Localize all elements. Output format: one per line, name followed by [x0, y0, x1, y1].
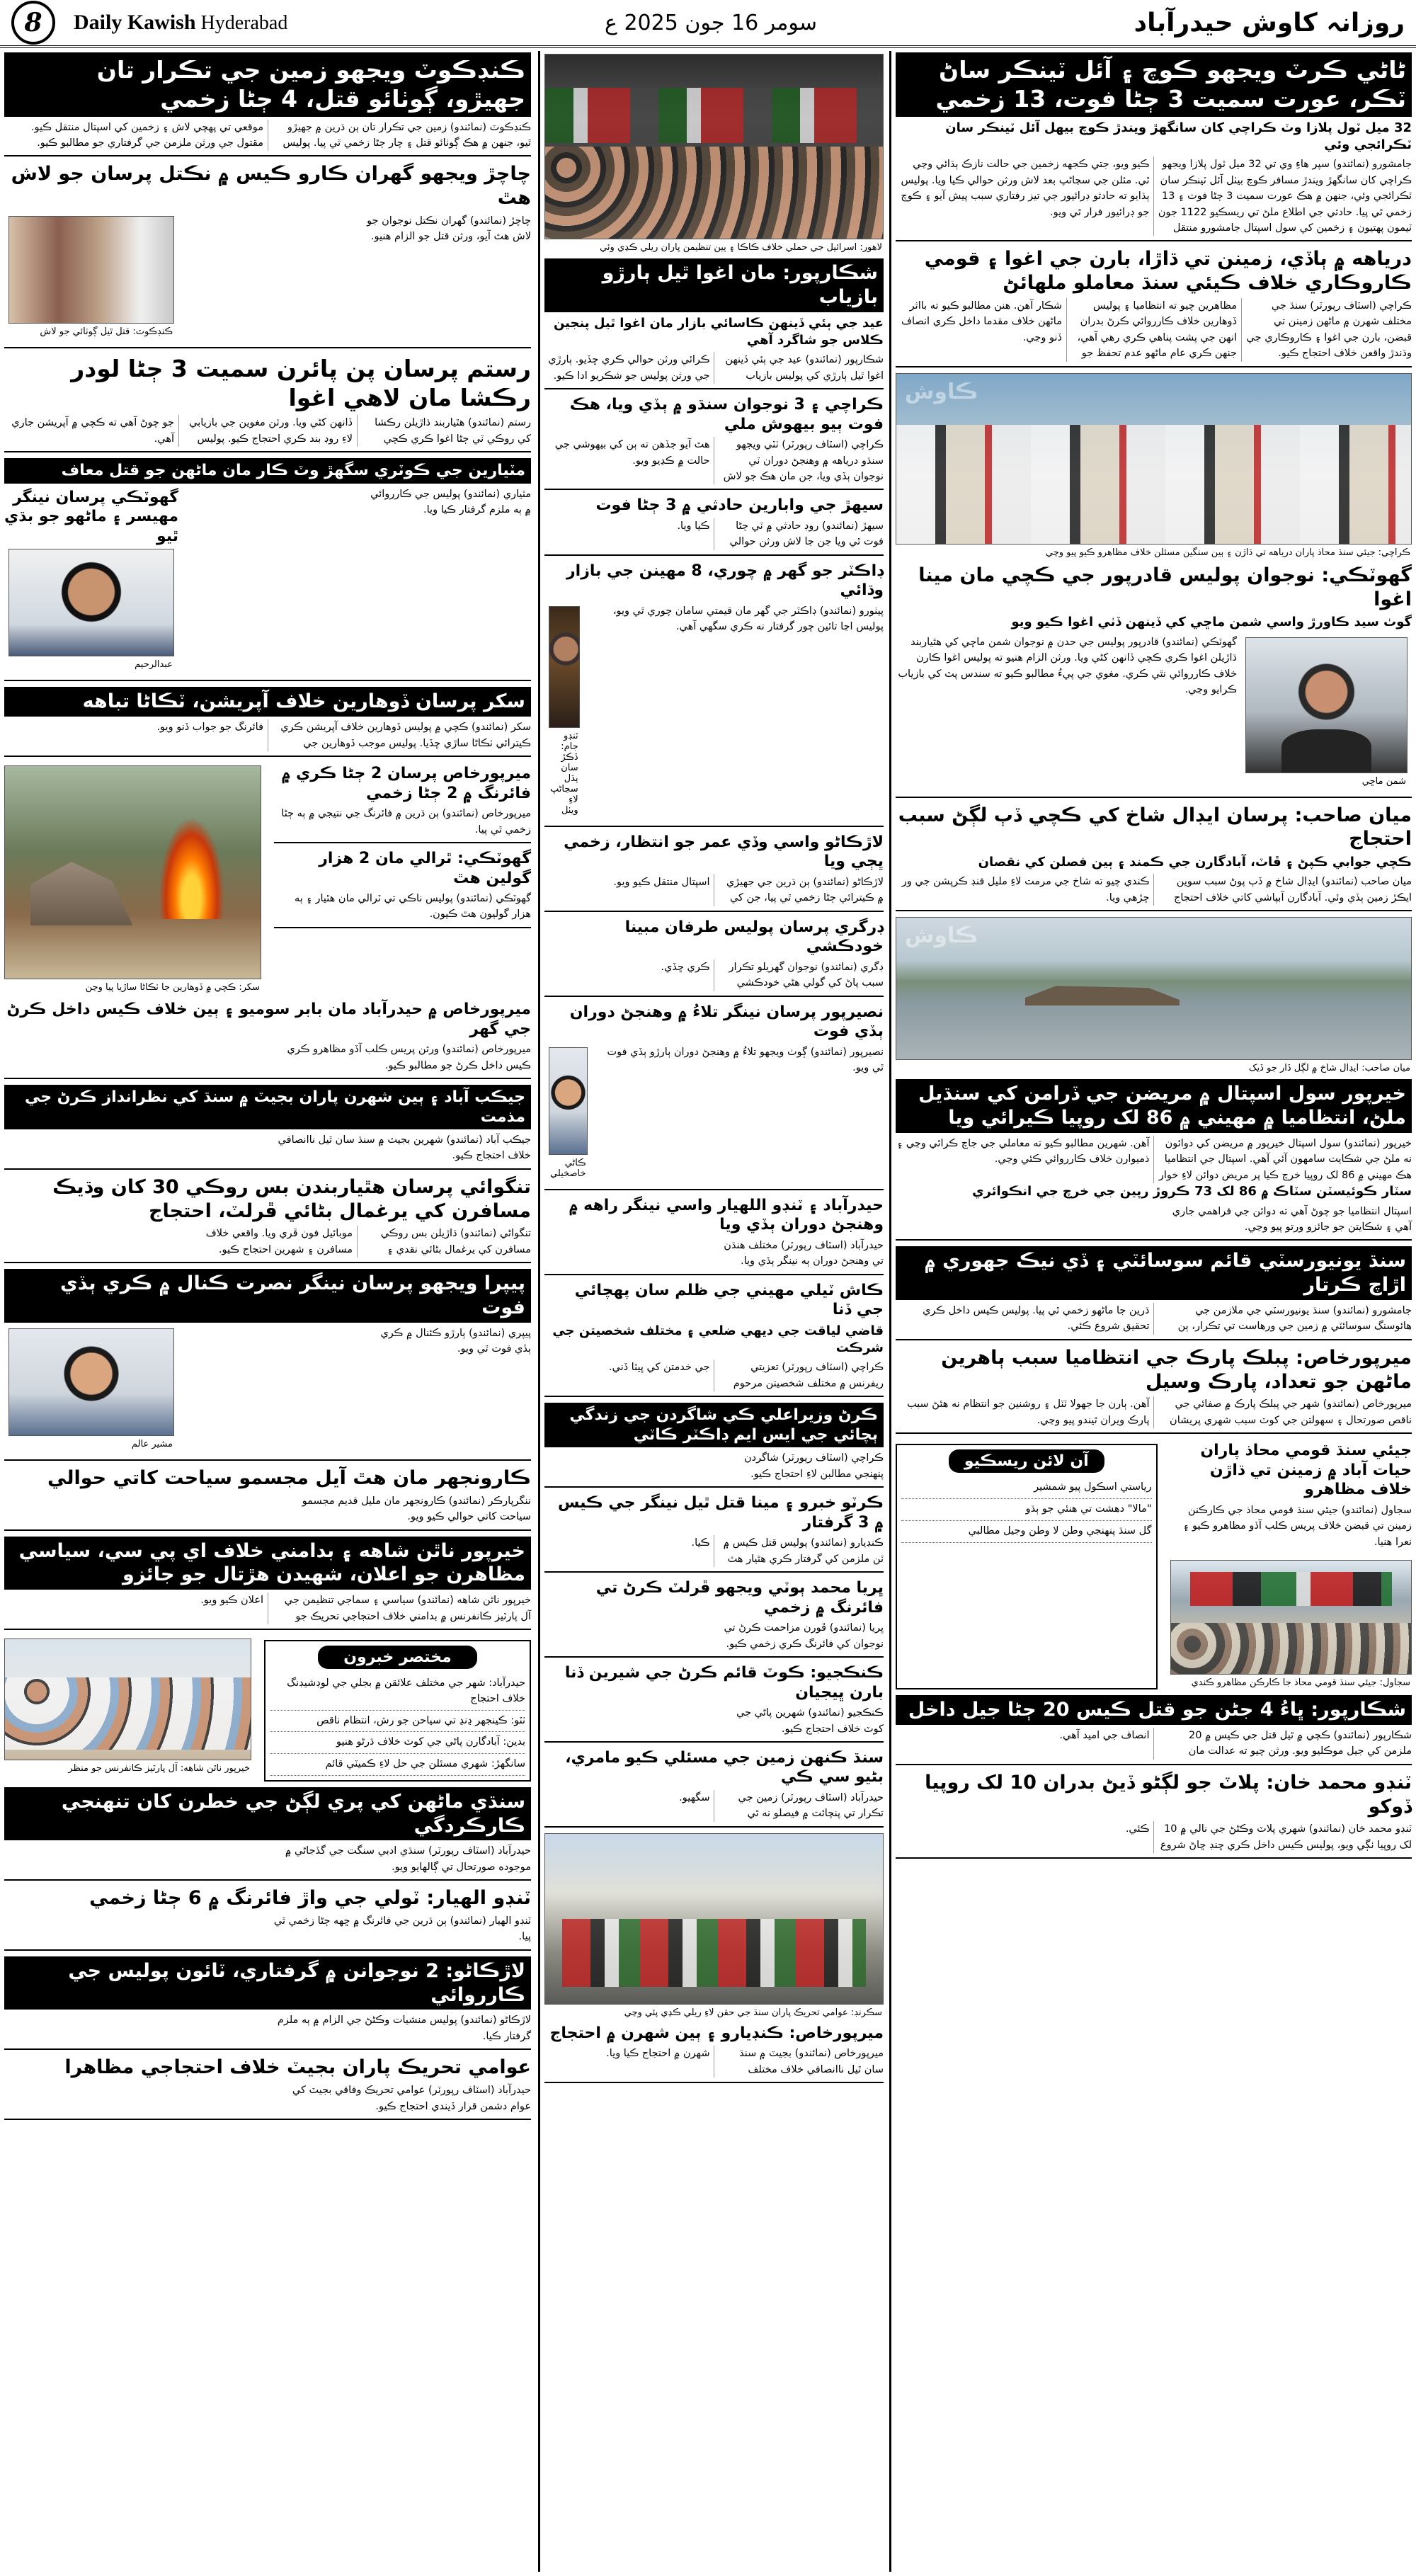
story-row [544, 603, 884, 821]
issue-date: سومر 16 جون 2025 ع [605, 10, 817, 35]
notice-title: آن لائن ريسڪيو [949, 1449, 1104, 1473]
story-drowned [544, 395, 884, 490]
subheadline: 32 ميل ٽول پلازا وٽ ڪراچي کان سانگهڙ ويندڙ ڪوچ بيهل آئل ٽينڪر سان ٽڪرائجي وئي [945, 120, 1412, 152]
masthead-left [11, 1, 287, 45]
story-body: مٽياري (نمائندو) پوليس جي ڪارروائي ۾ ٻه ملزم گرفتار ڪيا ويا. [370, 488, 531, 516]
photo-caption: مشير عالم [131, 1438, 173, 1449]
column-left [0, 51, 535, 2572]
brief-item: حيدرآباد: شهر جي مختلف علائقن ۾ بجلي جي لوڊشيڊنگ خلاف احتجاج [270, 1673, 525, 1711]
portrait-caption: شمن ماڇي [1361, 775, 1406, 787]
story-matiari [4, 458, 531, 681]
photo-child [549, 1047, 588, 1155]
story-bhiria [544, 1578, 884, 1658]
story-khairpur-apc [4, 1537, 531, 1630]
story-body: جامشورو (نمائندو) سنڌ يونيورسٽي جي ملازمن جي هائوسنگ سوسائٽي ۾ زمين جي ورهاست تي تڪرار، ٻن ڌرين جا ماڻهو زخمي ٿي پيا. پوليس ڪيس داخل ڪري تحقيق شروع ڪئي. [923, 1304, 1412, 1333]
photo-canal [896, 917, 1412, 1060]
story-body: جامشورو (نمائندو) سپر هاءِ وي تي 32 ميل ٽول پلازا ويجهو ڪراچي کان سانگهڙ ويندڙ مسافر ڪوچ بيٺل آئل ٽينڪر سان ٽڪرائجي وئي، جنهن ۾ هڪ عورت سميت 3 ڄڻا فوت ۽ 13 زخمي ٿي پيا. حادثي جي اطلاع ملڻ تي ريسڪيو 1122 جون ٽيمون پهتيون ۽ زخمين کي سول اسپتال جامشورو منتقل ڪيو ويو، جتي ڪجهه زخمين جي حالت نازڪ ٻڌائي وڃي ٿي. مئلن جي سڃاڻپ بعد لاش ورثن حوالي ڪيا ويا. پوليس ٻڌايو ته حادثو ڊرائيور جي تيز رفتاري سبب پيش آيو ۽ ڪوچ جو ڊرائيور فرار ٿي ويو. [901, 159, 1412, 234]
story-body: نصيرپور (نمائندو) ڳوٺ ويجهو تلاءُ ۾ وهنجڻ دوران ٻارڙو ٻڏي فوت ٿي ويو. [607, 1046, 884, 1074]
brief-item: سانگهڙ: شهري مسئلن جي حل لاءِ ڪميٽي قائم [270, 1754, 525, 1776]
headline: جيئي سنڌ قومي محاذ پاران حيات آباد ۾ زمينن تي ڌاڙن خلاف مظاهرو [1200, 1442, 1412, 1499]
headline: ڪرڻ وزيراعلي ڪي شاگردن جي زندگي ٻچائي جي ايس ايم ڊاڪٽر ڪاٽي [544, 1403, 884, 1447]
story-jacobabad-budget [4, 1085, 531, 1170]
photo-chained-man [549, 606, 580, 728]
photo-caption: سڪرنڊ: عوامي تحريڪ پاران سنڌ جي حقن لاءِ ريلي ڪڍي پئي وڃي [624, 2007, 882, 2018]
story-body: ميان صاحب (نمائندو) ايڊال شاخ ۾ ڏٻ پوڻ سبب سوين ايڪڙ زمين ٻڏي وئي. آبادگارن آبپاشي کاتي خلاف احتجاج ڪندي چيو ته شاخ جي مرمت لاءِ مليل فنڊ ڪرپشن جي ور چڙهي ويا. [901, 876, 1412, 904]
portrait-photo [1245, 637, 1408, 773]
story-body: ڪنڪجيو (نمائندو) شهرين پاڻي جي کوٽ خلاف احتجاج ڪيو. [736, 1707, 884, 1735]
story-arrests [544, 1493, 884, 1573]
story-body: شڪارپور (نمائندو) عيد جي ٻئي ڏينهن اغوا ٿيل ٻارڙي کي پوليس بازياب ڪرائي ورثن حوالي ڪري ڇڏيو. ٻارڙي جي ورثن پوليس جو شڪريو ادا ڪيو. [548, 354, 884, 382]
column-right [889, 51, 1416, 2572]
story-row [544, 1044, 884, 1185]
story-body: حيدرآباد (اسٽاف رپورٽر) سنڌي ادبي سنگت جي گڏجاڻي ۾ موجوده صورتحال تي ڳالهايو ويو. [285, 1845, 531, 1873]
story-body: ڀريا (نمائندو) ڦورن مزاحمت ڪرڻ تي نوجوان کي فائرنگ ڪري زخمي ڪيو. [724, 1622, 884, 1650]
headline: خيرپور سول اسپتال ۾ مريضن جي ڏرامن کي سنڌيل ملڻ، انتظاميا ۾ مهيني ۾ 86 لک روپيا ڪيرائي ويا [896, 1079, 1412, 1133]
headline: شڪارپور: مان اغوا ٿيل ٻارڙو بازياب [544, 258, 884, 312]
headline: ميرپورخاص ۾ حيدرآباد مان بابر سوميو ۽ ٻين خلاف ڪيس داخل ڪرڻ جي گهر [6, 1001, 531, 1038]
story-sindhi-adabi [4, 1787, 531, 1881]
headline: جيڪب آباد ۽ ٻين شهرن پاران بجيٽ ۾ سنڌ کي نظرانداز ڪرڻ جي مذمت [4, 1085, 531, 1129]
photo-caption: ميان صاحب: ايڊال شاخ ۾ لڳل ڏار جو ڏيک [1248, 1063, 1410, 1074]
story-pipri-drown [4, 1269, 531, 1461]
story-mirpurkhas-park [896, 1346, 1412, 1434]
headline: لاڙڪاڻو: 2 نوجوانن ۾ گرفتاري، ٽائون پوليس جي ڪارروائي [4, 1956, 531, 2010]
subheadline: قاضي لياقت جي ديهي ضلعي ۽ مختلف شخصيتن جي شرڪت [552, 1323, 884, 1355]
story-protest-jsm [896, 247, 1412, 367]
subheadline: ڪچي جوابي ڪپڻ ۽ ڦاٽ، آبادگارن جي ڪمند ۽ ٻين فصلن کي نقصان [978, 855, 1412, 870]
story-top-accident [896, 52, 1412, 241]
story-body: ڪراچي (اسٽاف رپورٽر) سنڌ جي مختلف شهرن ۾ ماڻهن زمينن تي قبضن، بارن جي اغوا ۽ ڪاروڪاري جي وڌندڙ واقعن خلاف احتجاج ڪيو. مظاهرين چيو ته انتظاميا ۽ پوليس ڏوهارين خلاف ڪارروائي ڪرڻ بدران انهن جي پشت پناهي ڪري رهي آهي، جنهن ڪري عام ماڻهو عدم تحفظ جو شڪار آهن. هنن مطالبو ڪيو ته بااثر ماڻهن خلاف مقدما داخل ڪري انصاف ڏنو وڃي. [901, 300, 1412, 360]
story-hyderabad-drown [544, 1196, 884, 1275]
row-fire-briefs [0, 763, 535, 998]
story-mirpurkhas-firing [274, 764, 531, 843]
story-body: چاچڙ (نمائندو) گهران نڪتل نوجوان جو لاش هٿ آيو، ورثن قتل جو الزام هنيو. [367, 215, 531, 243]
headline: سنڌ ڪنهن زمين جي مسئلي ڪيو مامري، بڻيو سي ڪي [565, 1748, 884, 1786]
watermark-logo: ڪاوش [905, 923, 978, 949]
story-body: ڪنڊڪوٽ (نمائندو) زمين جي تڪرار تان ٻن ڌرين ۾ جهيڙو ٿيو، جنهن ۾ هڪ ڳوٺائو قتل ۽ چار ڄڻا زخمي ٿي پيا. پوليس موقعي تي پهچي لاش ۽ زخمين کي اسپتال منتقل ڪيو. مقتول جي ورثن ملزمن جي گرفتاري جو مطالبو ڪيو. [30, 121, 531, 149]
notice-box [896, 1444, 1158, 1689]
brief-item: بدين: آبادگارن پاڻي جي کوٽ خلاف ڌرڻو هنيو [270, 1732, 525, 1754]
headline: ڪنڪجيو: ڪوٽ قائم ڪرڻ جي شيرين ڏنا بارن ڀيجيان [564, 1664, 884, 1702]
story-sehwan-accident [544, 496, 884, 555]
portrait-wrap [1241, 634, 1412, 792]
headline: درياهه ۾ ٻاڏي، زمينن تي ڌاڙا، بارن جي اغوا ۽ قومي ڪاروڪاري خلاف ڪيئي سنڌ معاملو ملهائڻ [924, 248, 1412, 295]
briefs-box [264, 1640, 531, 1782]
notice-item: "مالا" دهشت تي هنئي جو ٻڌو [901, 1499, 1152, 1521]
story-body: پيپري (نمائندو) ٻارڙو ڪئنال ۾ ڪري ٻڏي فوت ٿي ويو. [380, 1327, 531, 1355]
apc-photo-wrap [0, 1636, 256, 1786]
story-larkana [544, 833, 884, 912]
headline: ڪراچي ۽ 3 نوجوان سنڌو ۾ ٻڏي ويا، هڪ فوت ٻيو بيهوش ملي [569, 396, 884, 433]
story-reference [544, 1281, 884, 1398]
story-bus-robbery [4, 1175, 531, 1263]
headline: خيرپور ناٿن شاهه ۽ بدامني خلاف اي پي سي، سياسي مظاهرن جو اعلان، شهيدن هڙتال جو جائزو [4, 1537, 531, 1590]
story-body: ڪراچي (اسٽاف رپورٽر) شاگردن پنهنجي مطالبن لاءِ احتجاج ڪيو. [744, 1452, 884, 1480]
story-body: تنگواڻي (نمائندو) ڌاڙيلن بس روڪي مسافرن کي يرغمال بڻائي نقدي ۽ موبائيل فون ڦري ويا. واقعي خلاف مسافرن ۽ شهرين احتجاج ڪيو. [205, 1228, 531, 1255]
story-tando-firing [4, 1886, 531, 1951]
headline: نصيرپور پرسان نينگر تلاءُ ۾ وهنجڻ دوران ٻڏي فوت [569, 1003, 884, 1041]
story-body: جيڪب آباد (نمائندو) شهرين بجيٽ ۾ سنڌ سان ٿيل ناانصافي خلاف احتجاج ڪيو. [278, 1134, 531, 1162]
briefs-title: مختصر خبرون [318, 1646, 477, 1669]
headline: سنڌي ماڻهن کي پري لڳڻ جي خطرن کان تنهنجي ڪارڪردگي [4, 1787, 531, 1841]
paper-city: Hyderabad [200, 12, 288, 34]
story-row [4, 1326, 531, 1455]
headline: سنڌ يونيورسٽي قائم سوسائٽي ۽ ڏي نيڪ جهوري ۾ اڙاچ ڪرتار [896, 1246, 1412, 1300]
story-karoonjhar [4, 1466, 531, 1531]
row-apc-briefs [0, 1636, 535, 1786]
story-body: ميرپورخاص (نمائندو) ٻن ڌرين ۾ فائرنگ جي نتيجي ۾ ٻه ڄڻا زخمي ٿي پيا. [281, 808, 531, 836]
story-ghotki-kidnap [896, 564, 1412, 798]
headline: ڪارونجهر مان هٿ آيل مجسمو سياحت کاتي حوالي [47, 1466, 531, 1489]
photo-caption: ڪاڻي خاصخيلي [550, 1157, 586, 1179]
story [1170, 1441, 1412, 1554]
photo-rally-lahore [544, 54, 884, 239]
photo-caption: ٽنڊو جام: ڏڪڙ سان ٻڌل سڃاڻپ لاءِ ويٺل [549, 730, 578, 816]
paper-brand-urdu: روزانہ کاوش حیدرآباد [1134, 8, 1405, 38]
story-body: لاڙڪاڻو (نمائندو) پوليس منشيات وڪڻڻ جي الزام ۾ ٻه ملزم گرفتار ڪيا. [277, 2014, 531, 2042]
story-shikarpur-murder [896, 1695, 1412, 1765]
photo-caption: عبدالرحيم [135, 659, 173, 671]
story-row [4, 213, 531, 343]
headline: ڊرگري پرسان پوليس طرفان مبينا خودڪشي [624, 918, 884, 956]
photo-wrap [4, 213, 178, 343]
photo-protest [896, 373, 1412, 545]
headline: ٽنڊو الهيار: ٽولي جي واڙ فائرنگ ۾ 6 ڄڻا زخمي [89, 1887, 531, 1910]
story-kandhkot-murder [4, 52, 531, 156]
headline: تنگوائي پرسان هٿياربندن بس روڪي 30 کان وڌيڪ مسافرن کي يرغمال بڻائي ڦرلٽ، احتجاج [52, 1175, 531, 1222]
story-body: حيدرآباد (اسٽاف رپورٽر) زمين جي تڪرار تي پنچائت ۾ فيصلو نه ٿي سگهيو. [679, 1791, 884, 1820]
headline: ٹاٹي ڪرٽ ويجهو ڪوچ ۽ آئل ٽينڪر ساڻ ٽڪر، عورت سميت 3 ڄڻا فوت، 13 زخمي [896, 52, 1412, 117]
story-sukkur-operation [4, 687, 531, 757]
photo-caption: سکر: ڪچي ۾ ڏوهارين جا ٺڪاڻا ساڙيا پيا وڃن [85, 982, 260, 993]
story-mirpurkhas-case [4, 1000, 531, 1079]
subheadline: گوٺ سيد ڪاورڙ واسي شمن ماڇي کي ڏينهن ڏٺي اغوا ڪيو ويو [1011, 615, 1412, 630]
headline: شڪارپور: ڀاءُ 4 جڻن جو قتل ڪيس 20 ڄڻا جيل داخل [896, 1695, 1412, 1725]
story-kunkijo [544, 1663, 884, 1743]
story-nasirpur-drown [544, 1003, 884, 1190]
photo-caption: ڪراچي: جيئي سنڌ محاذ پاران درياهه تي ڌاڙن ۽ ٻين سنگين مسئلن خلاف مظاهرو ڪيو پيو وڃي [1045, 547, 1410, 558]
story-body: ٽنڊو الهيار (نمائندو) ٻن ڌرين جي فائرنگ ۾ ڇهه ڄڻا زخمي ٿي پيا. [273, 1915, 531, 1943]
story-digri-suicide [544, 918, 884, 997]
story-body: گهوٽڪي (نمائندو) پوليس ناڪي تي ٽرالي مان هٿيار ۽ ٻه هزار گوليون هٿ ڪيون. [294, 893, 531, 921]
story-body: ميرپورخاص (نمائندو) بجيٽ ۾ سنڌ سان ٿيل ناانصافي خلاف مختلف شهرن ۾ احتجاج ڪيا ويا. [606, 2048, 884, 2075]
headline: گهوٽڪي: نوجوان پوليس قادرپور جي ڪچي مان مينا اغوا [918, 564, 1412, 610]
headline: ميرپورخاص پرسان 2 ڄڻا ڪري ۾ فائرنگ ۾ 2 ڄڻا زخمي [281, 765, 531, 802]
paper-name: Daily Kawish [74, 11, 196, 34]
headline: سکر پرسان ڏوهارين خلاف آپريشن، ٽڪاڻا تباهه [4, 687, 531, 717]
story-ghotki-bullets [274, 849, 531, 928]
headline: لاڙڪاڻو واسي وڏي عمر جو انتظار، زخمي ڀڄي ويا [564, 833, 884, 871]
story-body: سجاول (نمائندو) جيئي سنڌ قومي محاذ جي ڪارڪنن زمينن تي قبضن خلاف پريس ڪلب آڏو مظاهرو ڪيو ۽ نعرا هنيا. [1182, 1504, 1412, 1548]
headline: گهوٽڪي: ٿرالي مان 2 هزار گولين هٿ [319, 850, 531, 887]
story-body: ميرپورخاص (نمائندو) شهر جي پبلڪ پارڪ ۾ صفائي جي ناقص صورتحال ۽ سهولتن جي کوٽ سبب شهري پريشان آهن. ٻارن جا جهولا ٽٽل ۽ روشنين جو انتظام نه هئڻ سبب پارڪ ويران ٿيندو پيو وڃي. [906, 1398, 1412, 1426]
headline: ميرپورخاص: پبلڪ پارڪ جي انتظاميا سبب ٻاهرين ماڻهن جو تعداد، پارڪ وسيل [941, 1346, 1412, 1393]
story-row [896, 634, 1412, 792]
story-doctor-theft [544, 562, 884, 827]
notice-item: رياستي اسڪول پيو شمشير [901, 1477, 1152, 1499]
story-body: خيرپور ناٿن شاهه (نمائندو) سياسي ۽ سماجي تنظيمن جي آل پارٽيز ڪانفرنس ۾ بدامني خلاف احتجاجي تحريڪ جو اعلان ڪيو ويو. [200, 1595, 531, 1622]
photo-wrap [4, 1326, 178, 1455]
story-larkana-arrest [4, 1956, 531, 2050]
story-body: سيهڙ (نمائندو) روڊ حادثي ۾ ٽي ڄڻا فوت ٿي ويا جن جا لاش ورثن حوالي ڪيا ويا. [677, 520, 884, 548]
photo-boy [8, 549, 174, 656]
photo-body [8, 216, 174, 324]
masthead [0, 0, 1416, 48]
headline: پيپرا ويجهو پرسان نينگر نصرت ڪنال ۾ ڪري ٻڏي فوت [4, 1269, 531, 1323]
story-child-recovered [544, 258, 884, 389]
headline: مٽيارين جي ڪوٽري سگهڙ وٽ ڪار مان ماڻهن جو قتل معاف [4, 458, 531, 484]
story-jsqm-protest [1166, 1440, 1416, 1694]
story-body-2: اسپتال انتظاميا جو چوڻ آهي ته دوائن جي فراهمي جاري آهي ۽ شڪايتن جو جائزو ورتو پيو وڃي. [1172, 1205, 1412, 1233]
story-land-dispute [544, 1748, 884, 1828]
teaser: سٽار ڪوئيسٽن سٽاڪ ۾ 86 لک 73 ڪروڙ رپين جي خرچ جي انڪوائري [972, 1184, 1412, 1199]
story-body: خيرپور (نمائندو) سول اسپتال خيرپور ۾ مريضن کي دوائون نه ملڻ جي شڪايت سامهون آئي آهي. اسپتال جي انتظاميا هڪ مهيني ۾ 86 لک روپيا خرچ ڪيا پر مريض دوائن لاءِ خوار آهن. شهرين مطالبو ڪيو ته معاملي جي جاچ ڪرائي وڃي ۽ ذميوارن خلاف ڪارروائي ڪئي وڃي. [896, 1137, 1412, 1181]
headline: ڪنڊڪوٽ ويجهو زمين جي تڪرار تان جهيڙو، ڳوٺائو قتل، 4 ڄڻا زخمي [4, 52, 531, 117]
notice-item: گل سنڌ پنهنجي وطن لا وطن وجيل مطالبي [901, 1521, 1152, 1543]
headline: ميان صاحب: پرسان ايڊال شاخ کي ڪچي ڏٻ لڳڻ سبب احتجاج [898, 804, 1412, 850]
watermark-logo: ڪاوش [905, 379, 978, 404]
headline: ڊاڪٽر جو گهر ۾ چوري، 8 مهينن جي بازار وڌائي [566, 562, 884, 600]
photo-rally [1170, 1560, 1412, 1675]
story-tando-fraud [896, 1771, 1412, 1859]
headline: ميرپورخاص: ڪنڊيارو ۽ ٻين شهرن ۾ احتجاج [549, 2024, 884, 2042]
story-body: ڊگري (نمائندو) نوجوان گهريلو تڪرار سبب پاڻ کي گولي هڻي خودڪشي ڪري ڇڏي. [661, 961, 884, 989]
paper-name-english [74, 11, 287, 35]
story-canal-breach [896, 804, 1412, 912]
photo-fire [4, 765, 261, 979]
photo-caption: سجاول: جيئي سنڌ قومي محاذ جا ڪارڪن مظاهرو ڪندي [1191, 1677, 1410, 1689]
story-body: ٽنڊو محمد خان (نمائندو) شهري پلاٽ وڪڻڻ جي نالي ۾ 10 لک روپيا ٺڳي ويو، پوليس ڪيس داخل ڪري ڇنڊ ڇاڻ شروع ڪئي. [1125, 1823, 1412, 1851]
headline: ٽنڊو محمد خان: پلاٽ جو لڳڻو ڏيڻ بدران 10 لک روپيا ڏوکو [925, 1771, 1412, 1818]
story-body: ڪراچي (اسٽاف رپورٽر) تعزيتي ريفرنس ۾ مختلف شخصيتن مرحوم جي خدمتن کي ڀيٽا ڏني. [608, 1362, 884, 1389]
headline: ڪاش ٽيلي مهيني جي ظلم سان پهچائي جي ڏنا [574, 1281, 884, 1319]
story-students [544, 1403, 884, 1488]
story-body: پيٺورو (نمائندو) ڊاڪٽر جي گهر مان قيمتي سامان چوري ٿي ويو، پوليس اڃا تائين چور گرفتار نه ڪري سگهي آهي. [612, 605, 884, 633]
story-university-society [896, 1246, 1412, 1340]
story-body: گهوٽڪي (نمائندو) قادرپور پوليس جي حدن ۾ نوجوان شمن ماڇي کي هٿياربند ڌاڙيلن اغوا ڪري ڪچي ڏانهن کڻي ويا. ورثن الزام هنيو ته پوليس اغوا ڪارن خلاف ڪارروائي نٿي ڪري. مغوي جي پيءُ مطالبو ڪيو ته سندس پٽ کي بازياب ڪرايو وڃي. [898, 636, 1237, 696]
headline: سيهڙ جي وابارين حادثي ۾ 3 ڄڻا فوت [595, 496, 884, 515]
story-body: رستم (نمائندو) هٿياربند ڌاڙيلن رڪشا کي روڪي ٽي ڄڻا اغوا ڪري ڪچي ڏانهن کڻي ويا. ورثن مغوين جي بازيابي لاءِ روڊ بند ڪري احتجاج ڪيو. پوليس جو چوڻ آهي ته ڪچي ۾ آپريشن جاري آهي. [11, 417, 531, 445]
story-khairpur-hospital [896, 1079, 1412, 1241]
story-body: ميرپورخاص (نمائندو) ورثن پريس ڪلب آڏو مظاهرو ڪري ڪيس داخل ڪرڻ جو مطالبو ڪيو. [287, 1044, 531, 1071]
brief-item: ٺٽو: ڪينجهر ڍنڍ تي سياحن جو رش، انتظام ناقص [270, 1711, 525, 1733]
fire-photo-wrap [0, 763, 266, 998]
story-rustam-kidnap [4, 354, 531, 452]
story-row [4, 486, 531, 676]
photo-caption: خيرپور ناٿن شاهه: آل پارٽيز ڪانفرنس جو منظر [68, 1763, 250, 1774]
story-body: حيدرآباد (اسٽاف رپورٽر) عوامي تحريڪ وفاقي بجيٽ کي عوام دشمن قرار ڏيندي احتجاج ڪيو. [292, 2085, 531, 2112]
headline: ڪرٽو خبرو ۽ مينا قتل ٿيل نينگر جي ڪيس ۾ 3 گرفتار [558, 1494, 884, 1532]
story-body: ننگرپارڪر (نمائندو) ڪارونجهر مان مليل قديم مجسمو سياحت کاتي حوالي ڪيو ويو. [302, 1495, 531, 1523]
photo-wrap [4, 486, 178, 676]
story-body: حيدرآباد (اسٽاف رپورٽر) مختلف هنڌن تي وهنجڻ دوران ٻه نينگر ٻڏي ويا. [724, 1239, 884, 1267]
photo-child [8, 1328, 174, 1436]
headline: رستم پرسان پن پائرن سميت 3 ڄڻا لودر رڪشا مان لاهي اغوا [71, 354, 531, 412]
headline: گهوٽڪي پرسان نينگر مهيسر ۽ ماڻهو جو بڌي ٿيو [4, 488, 178, 545]
headline: چاچڙ ويجهو گهران ڪارو ڪيس ۾ نڪتل پرسان جو لاش هٿ [11, 163, 531, 210]
photo-rally-sakrand [544, 1833, 884, 2005]
photo-caption: ڪنڊڪوٽ: قتل ٿيل ڳوٺائي جو لاش [40, 326, 173, 337]
story-chachar-body [4, 162, 531, 348]
headline: حيدرآباد ۽ ٽنڊو اللهيار واسي نينگر راهه ۾ وهنجڻ دوران ٻڏي ويا [569, 1196, 884, 1234]
story-body: شڪارپور (نمائندو) ڪچي ۾ ٿيل قتل جي ڪيس ۾ 20 ملزمن کي جيل موڪليو ويو. ورثن چيو ته عدالت مان انصاف جي اميد آهي. [1059, 1730, 1412, 1757]
story-body: سکر (نمائندو) ڪچي ۾ پوليس ڏوهارين خلاف آپريشن ڪري ڪيترائي ٺڪاڻا ساڙي ڇڏيا. پوليس موجب ڏوهارين جي فائرنگ جو جواب ڏنو ويو. [156, 722, 531, 749]
photo-apc [4, 1639, 251, 1760]
stack-right [270, 763, 535, 998]
subheadline: عيد جي ٻئي ڏينهن ڪاسائي بازار مان اغوا ٿيل پنجين ڪلاس جو شاگرد آهي [553, 315, 884, 348]
story-budget-protest [544, 2024, 884, 2083]
photo-caption: لاهور: اسرائيل جي حملي خلاف ڪاڪا ۽ ٻين تنظيمن پاران ريلي ڪڍي وئي [600, 242, 882, 253]
column-middle [538, 51, 888, 2572]
headline: عوامي تحريڪ پاران بجيٽ خلاف احتجاجي مظاهرا [64, 2056, 531, 2079]
photo-wrap [544, 1044, 592, 1185]
photo-wrap [544, 603, 584, 821]
story-body: ڪراچي (اسٽاف رپورٽر) ٺٽي ويجهو سنڌو درياهه ۾ وهنجڻ دوران ٽي نوجوان ٻڏي ويا، جن مان هڪ جو لاش هٿ آيو جڏهن ته ٻن کي بيهوشي جي حالت ۾ ڪڍيو ويو. [554, 439, 884, 482]
story-body: لاڙڪاڻو (نمائندو) ٻن ڌرين جي جهيڙي ۾ ڪيترائي ڄڻا زخمي ٿي پيا، جن کي اسپتال منتقل ڪيو ويو. [613, 876, 884, 904]
story-body: ڪنڊيارو (نمائندو) پوليس قتل ڪيس ۾ ٽن ملزمن کي گرفتار ڪري هٿيار هٿ ڪيا. [691, 1537, 884, 1565]
headline: ڀريا محمد ٻوٽي ويجهو ڦرلٽ ڪرڻ تي فائرنگ ۾ زخمي [595, 1579, 884, 1617]
page-number: 8 [11, 1, 55, 45]
row-protest-notice [891, 1440, 1416, 1694]
story-awami-tehreek [4, 2056, 531, 2120]
